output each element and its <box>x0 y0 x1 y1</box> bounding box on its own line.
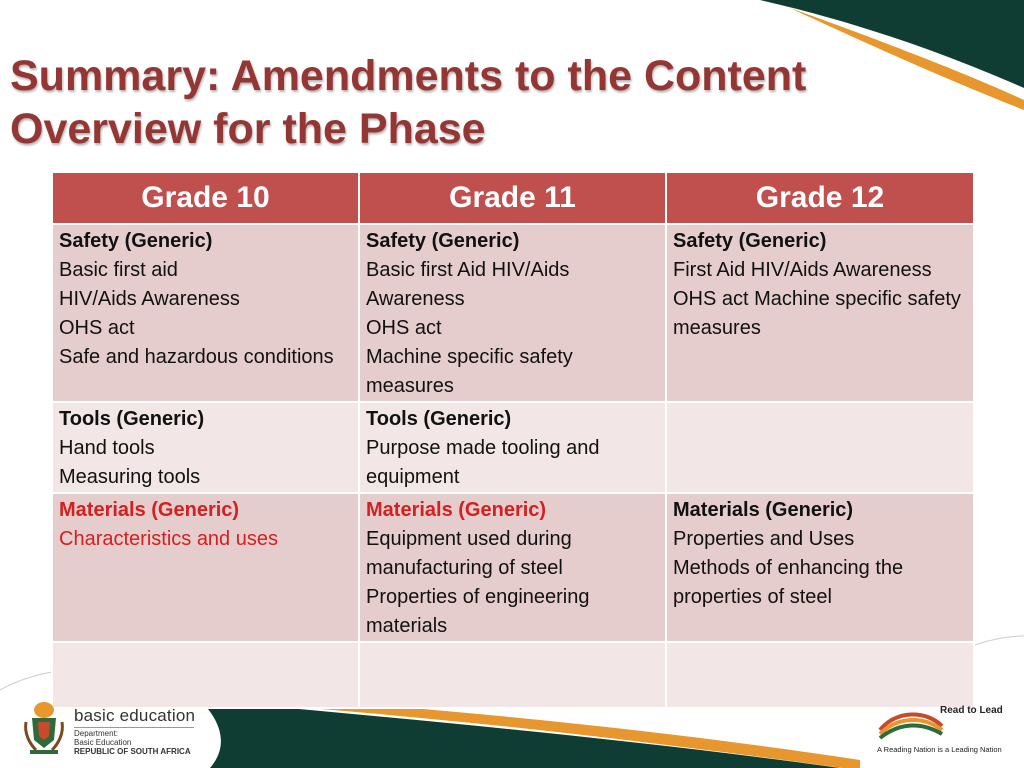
cell-line: OHS act <box>59 317 135 339</box>
cell-heading: Tools (Generic) <box>366 408 512 430</box>
table-row-safety <box>52 224 974 402</box>
table-cell <box>666 493 974 642</box>
cell-line: First Aid HIV/Aids Awareness <box>673 259 932 281</box>
department-line2: Basic Education <box>74 738 132 747</box>
cell-line: Methods of enhancing the properties of steel <box>673 557 904 608</box>
right-grey-arc <box>975 636 1024 645</box>
cell-line: Basic first Aid HIV/Aids Awareness <box>366 259 570 310</box>
cell-line: Properties and Uses <box>673 528 855 550</box>
country-name: REPUBLIC OF SOUTH AFRICA <box>74 747 191 756</box>
cell-line: OHS act <box>366 317 442 339</box>
cell-line: Machine specific safety measures <box>366 346 573 397</box>
coat-of-arms-icon <box>22 700 66 756</box>
table-header-row <box>52 172 974 224</box>
cell-line: Safe and hazardous conditions <box>59 346 334 368</box>
cell-heading: Safety (Generic) <box>673 230 827 252</box>
cell-heading-highlighted: Materials (Generic) <box>366 499 547 521</box>
page-title-line1: Summary: Amendments to the Content <box>10 52 807 100</box>
cell-line: Basic first aid <box>59 259 178 281</box>
column-header-grade-11: Grade 11 <box>359 172 666 224</box>
department-text <box>74 727 194 756</box>
table-cell-empty <box>666 402 974 493</box>
cell-line: Purpose made tooling and equipment <box>366 437 600 488</box>
read-to-lead-logo-text: Read to Lead <box>940 705 1003 716</box>
cell-line: OHS act Machine specific safety measures <box>673 288 961 339</box>
table-row-materials <box>52 493 974 642</box>
basic-education-logo-text: basic education <box>74 706 196 725</box>
cell-heading: Safety (Generic) <box>59 230 213 252</box>
cell-heading: Safety (Generic) <box>366 230 520 252</box>
cell-line: Equipment used during manufacturing of steel <box>366 528 572 579</box>
table-cell-empty <box>359 642 666 708</box>
table-cell <box>359 224 666 402</box>
left-grey-arc <box>0 672 52 690</box>
table-cell <box>52 402 359 493</box>
content-overview-table <box>51 171 975 709</box>
table-cell <box>359 493 666 642</box>
table-row-tools <box>52 402 974 493</box>
bottom-dark-swoosh <box>200 700 840 768</box>
column-header-grade-10: Grade 10 <box>52 172 359 224</box>
page-title <box>10 50 890 156</box>
table-row-empty <box>52 642 974 708</box>
department-line1: Department: <box>74 727 194 738</box>
open-book-icon <box>876 700 946 742</box>
table-cell <box>666 224 974 402</box>
table-cell <box>52 224 359 402</box>
page-title-line2: Overview for the Phase <box>10 105 486 153</box>
table-cell <box>359 402 666 493</box>
cell-line: Measuring tools <box>59 466 201 488</box>
table-cell-highlighted <box>52 493 359 642</box>
table-cell-empty <box>666 642 974 708</box>
cell-line: HIV/Aids Awareness <box>59 288 240 310</box>
table-cell-empty <box>52 642 359 708</box>
cell-line: Hand tools <box>59 437 155 459</box>
read-to-lead-tagline: A Reading Nation is a Leading Nation <box>877 745 1002 754</box>
cell-line: Properties of engineering materials <box>366 586 590 637</box>
cell-heading: Materials (Generic) <box>673 499 854 521</box>
cell-heading: Tools (Generic) <box>59 408 205 430</box>
column-header-grade-12: Grade 12 <box>666 172 974 224</box>
cell-line: Characteristics and uses <box>59 528 278 550</box>
cell-heading: Materials (Generic) <box>59 499 240 521</box>
